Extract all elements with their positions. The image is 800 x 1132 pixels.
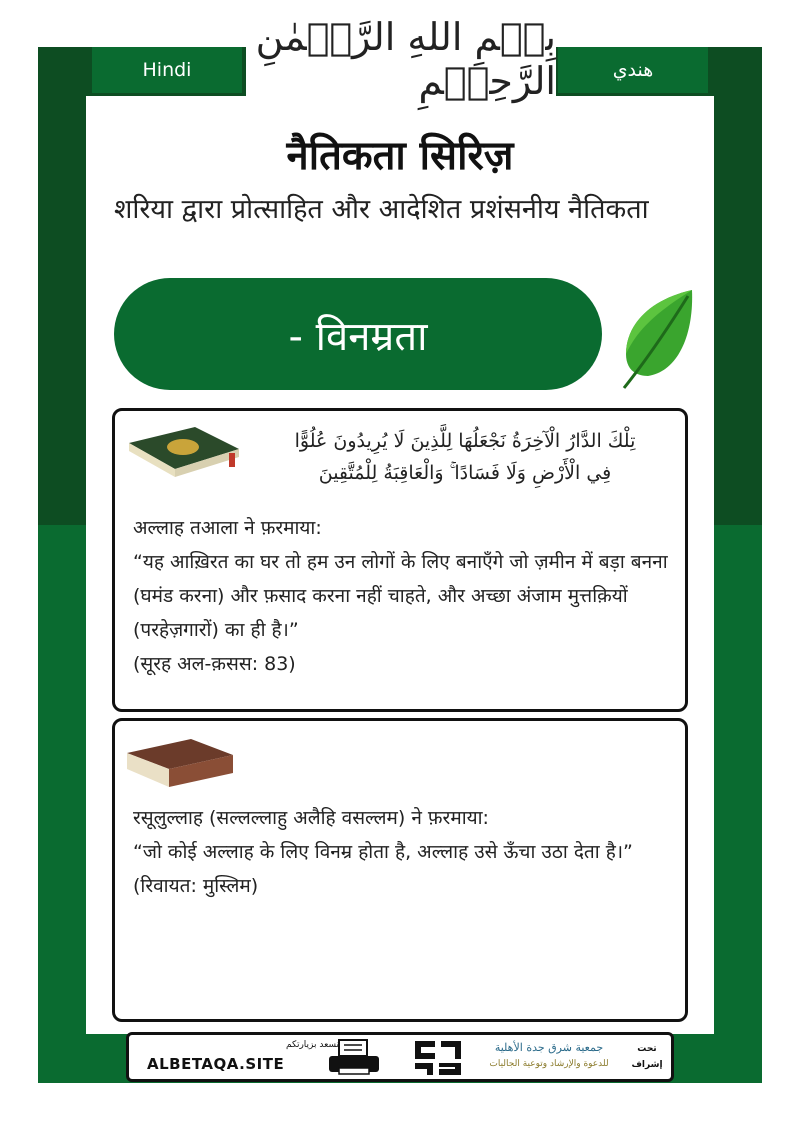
- ayah-line-1: تِلْكَ الدَّارُ الْآخِرَةُ نَجْعَلُهَا لِلَّذِينَ لَا يُرِيدُونَ عُلُوًّا: [294, 430, 636, 452]
- printer-icon[interactable]: [325, 1038, 383, 1078]
- language-label-arabic: هندي: [558, 47, 708, 93]
- topic-label: - विनम्रता: [288, 313, 428, 360]
- organization-name: [479, 1039, 619, 1073]
- supervision-label: تحت إشراف: [631, 1044, 663, 1070]
- hadith-quote: “जो कोई अल्लाह के लिए विनम्र होता है, अल्लाह उसे ऊँचा उठा देता है।”: [133, 841, 633, 863]
- ayah-line-2: فِي الْأَرْضِ وَلَا فَسَادًا ۚ وَالْعَاقِبَةُ لِلْمُتَّقِينَ: [318, 462, 612, 484]
- bismillah-calligraphy: بِسۡمِ اللهِ الرَّحۡمٰنِ الرَّحِيۡمِ: [246, 16, 556, 102]
- hadith-intro: रसूलुल्लाह (सल्लल्लाहु अलैहि वसल्लम) ने फ़रमाया:: [133, 807, 489, 829]
- leaf-icon: [618, 288, 698, 390]
- quran-ayah: [260, 425, 670, 489]
- org-name-line2: للدعوة والإرشاد وتوعية الجاليات: [489, 1059, 609, 1069]
- org-name-line1: جمعية شرق جدة الأهلية: [494, 1041, 604, 1054]
- hadith-reference: (रिवायत: मुस्लिम): [133, 875, 259, 897]
- verse-quote: “यह आख़िरत का घर तो हम उन लोगों के लिए बनाएँगे जो ज़मीन में बड़ा बनना (घमंड करना) और फ़साद करना नहीं चाहते, और अच्छा अंजाम मुत्तक़ियों (परहेज़गारों) का ही है।”: [133, 551, 668, 641]
- book-icon: [125, 735, 237, 791]
- hadith-text: [133, 801, 673, 903]
- hadith-card: [112, 718, 688, 1022]
- verse-reference: (सूरह अल-क़सस: 83): [133, 653, 296, 675]
- language-label-hindi: Hindi: [92, 47, 242, 93]
- verse-intro: अल्लाह तआला ने फ़रमाया:: [133, 517, 322, 539]
- quran-verse-card: [112, 408, 688, 712]
- page-title: नैतिकता सिरिज़: [286, 133, 514, 179]
- visit-text: نسعد بزيارتكم: [286, 1040, 339, 1050]
- quran-icon: [125, 423, 243, 479]
- topic-banner: [114, 278, 602, 390]
- site-link[interactable]: ALBETAQA.SITE: [147, 1055, 285, 1073]
- verse-translation: [133, 511, 673, 681]
- page-subtitle: शरिया द्वारा प्रोत्साहित और आदेशित प्रशंसनीय नैतिकता: [114, 194, 649, 225]
- qr-code-icon: [411, 1037, 465, 1079]
- footer-bar: [126, 1032, 674, 1082]
